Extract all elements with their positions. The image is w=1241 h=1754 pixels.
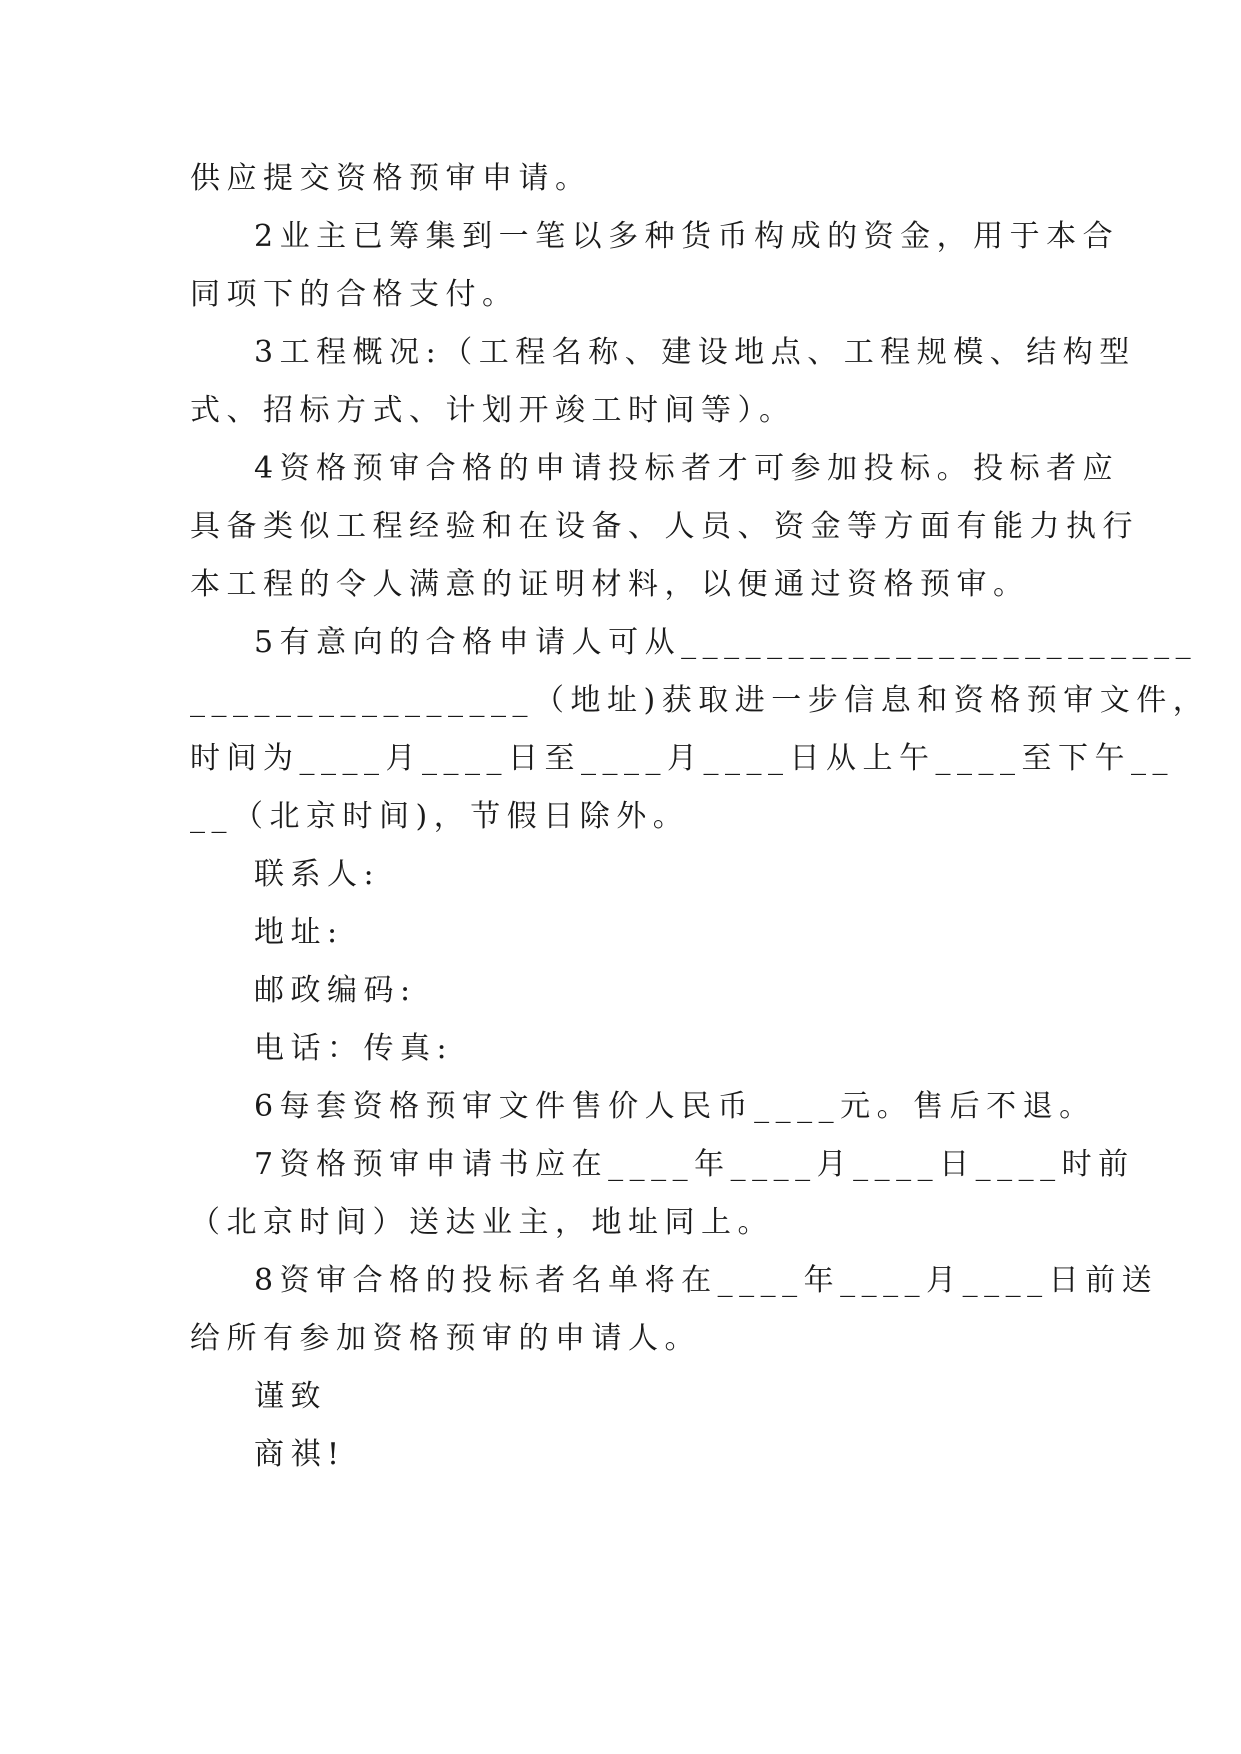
text-line: 供应提交资格预审申请。 — [190, 161, 592, 196]
text-line: __（北京时间)，节假日除外。 — [190, 799, 690, 834]
text-line: 本工程的令人满意的证明材料，以便通过资格预审。 — [190, 567, 1030, 602]
text-line: 具备类似工程经验和在设备、人员、资金等方面有能力执行 — [190, 509, 1139, 544]
text-line: 2业主已筹集到一笔以多种货币构成的资金，用于本合 — [254, 219, 1120, 254]
text-line: 时间为____月____日至____月____日从上午____至下午__ — [190, 741, 1174, 776]
text-line: 4资格预审合格的申请投标者才可参加投标。投标者应 — [254, 451, 1120, 486]
text-line: 8资审合格的投标者名单将在____年____月____日前送 — [254, 1263, 1159, 1298]
text-line: ________________（地址)获取进一步信息和资格预审文件， — [190, 683, 1210, 718]
text-line: 电话：传真: — [254, 1031, 454, 1066]
text-line: 谨致 — [254, 1379, 327, 1414]
text-line: 式、招标方式、计划开竣工时间等）。 — [190, 393, 796, 428]
document-page — [190, 150, 1210, 1484]
text-line: 给所有参加资格预审的申请人。 — [190, 1321, 701, 1356]
text-line: 同项下的合格支付。 — [190, 277, 519, 312]
text-line: 邮政编码: — [254, 973, 417, 1008]
text-line: 商祺! — [254, 1437, 346, 1472]
text-line: 联系人: — [254, 857, 381, 892]
text-line: 6每套资格预审文件售价人民币____元。售后不退。 — [254, 1089, 1096, 1124]
text-line: 5有意向的合格申请人可从________________________ — [254, 625, 1198, 660]
text-line: 3工程概况:（工程名称、建设地点、工程规模、结构型 — [254, 335, 1136, 370]
text-line: 7资格预审申请书应在____年____月____日____时前 — [254, 1147, 1135, 1182]
text-line: 地址: — [254, 915, 344, 950]
text-line: （北京时间）送达业主，地址同上。 — [190, 1205, 774, 1240]
